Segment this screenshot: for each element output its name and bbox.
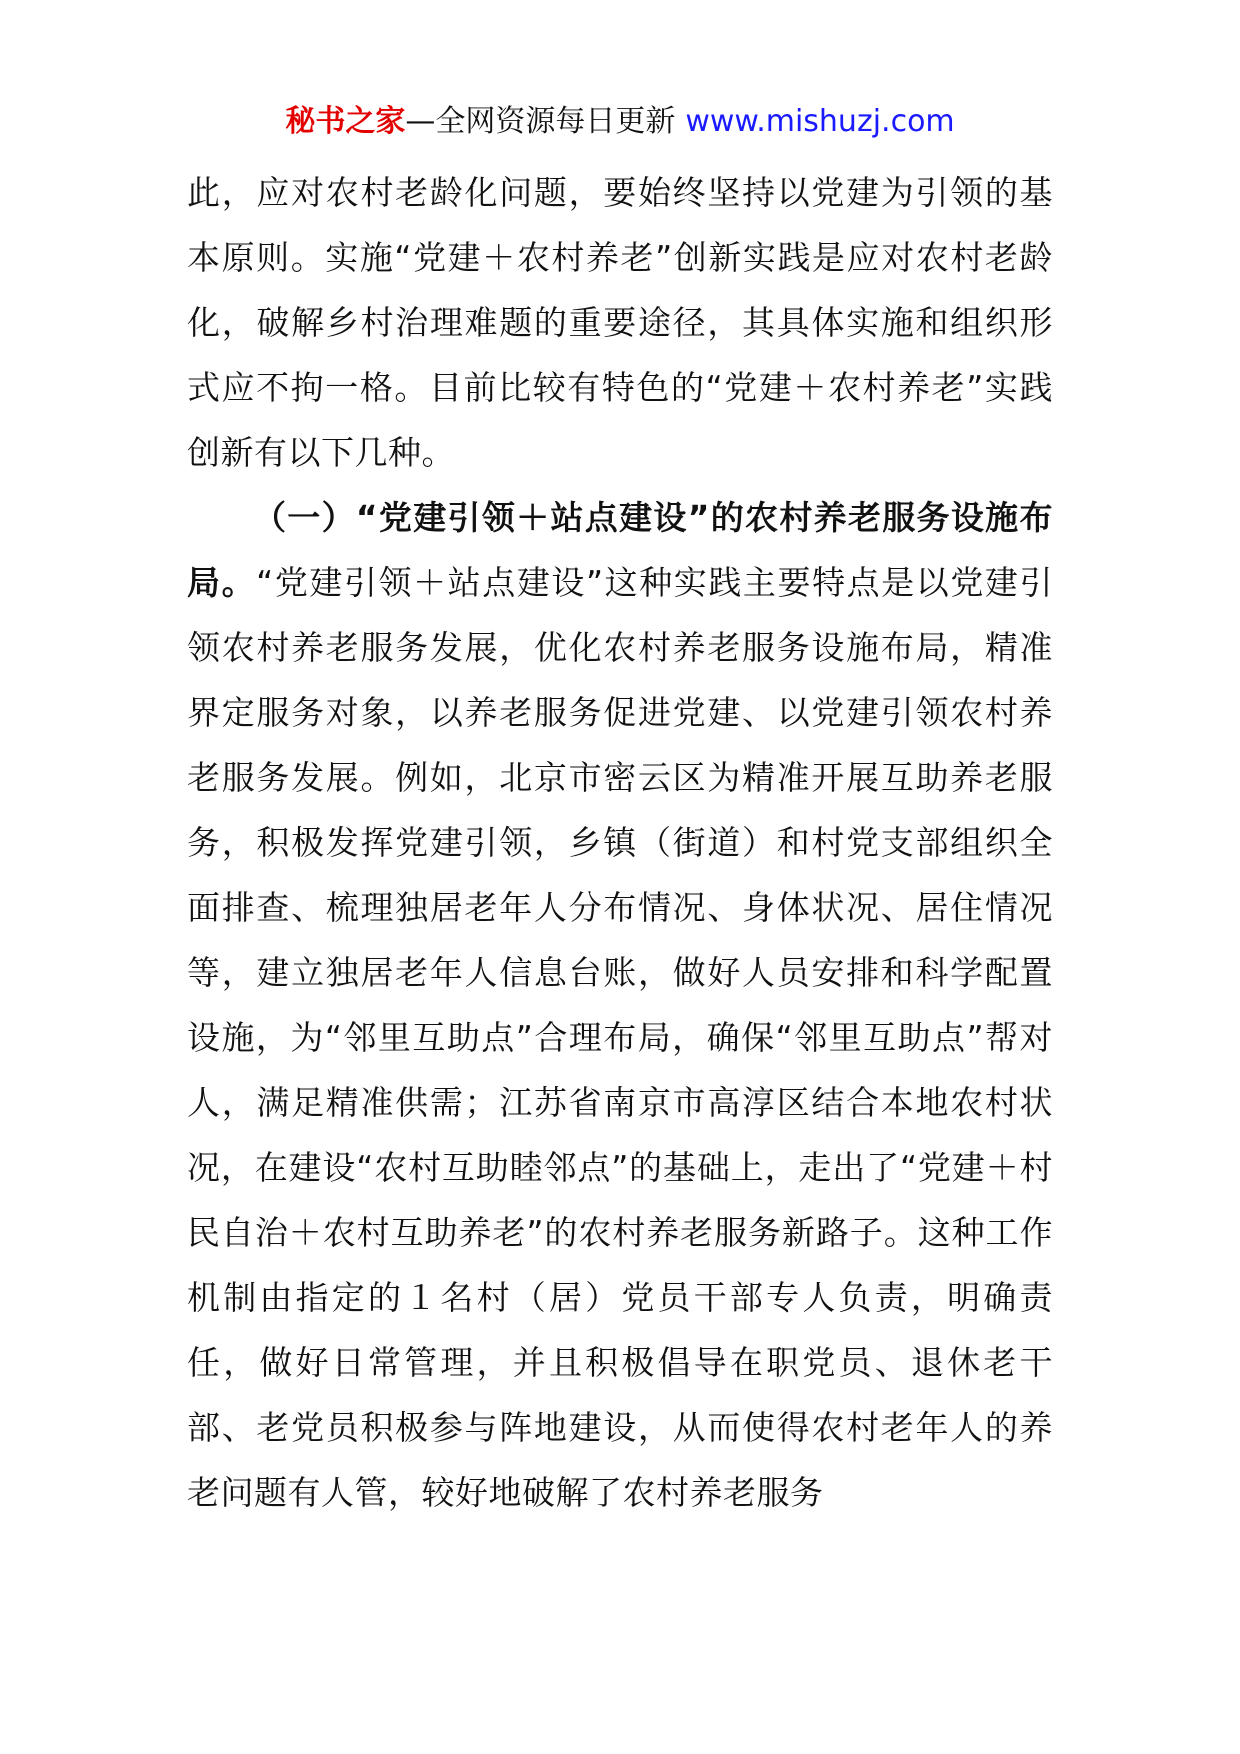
document-body (187, 160, 1053, 1525)
brand-name: 秘书之家 (285, 104, 406, 139)
paragraph-intro: 此，应对农村老龄化问题，要始终坚持以党建为引领的基本原则。实施“党建＋农村养老”创新实践是应对农村老龄化，破解乡村治理难题的重要途径，其具体实施和组织形式应不拘一格。目前比较有特色的“党建＋农村养老”实践创新有以下几种。 (187, 173, 1053, 472)
site-url-link[interactable]: www.mishuzj.com (685, 104, 955, 139)
section-body: “党建引领＋站点建设”这种实践主要特点是以党建引领农村养老服务发展，优化农村养老服务设施布局，精准界定服务对象，以养老服务促进党建、以党建引领农村养老服务发展。例如，北京市密云区为精准开展互助养老服务，积极发挥党建引领，乡镇（街道）和村党支部组织全面排查、梳理独居老年人分布情况、身体状况、居住情况等，建立独居老年人信息台账，做好人员安排和科学配置设施，为“邻里互助点”合理布局，确保“邻里互助点”帮对人，满足精准供需；江苏省南京市高淳区结合本地农村状况，在建设“农村互助睦邻点”的基础上，走出了“党建＋村民自治＋农村互助养老”的农村养老服务新路子。这种工作机制由指定的１名村（居）党员干部专人负责，明确责任，做好日常管理，并且积极倡导在职党员、退休老干部、老党员积极参与阵地建设，从而使得农村老年人的养老问题有人管，较好地破解了农村养老服务 (187, 563, 1054, 1512)
header-tagline: —全网资源每日更新 (405, 104, 676, 139)
site-header (0, 102, 1240, 142)
section-heading: （一）“党建引领＋站点建设”的农村养老服务设施布局。 (187, 498, 1053, 602)
paragraph-section-one (187, 485, 1053, 1525)
